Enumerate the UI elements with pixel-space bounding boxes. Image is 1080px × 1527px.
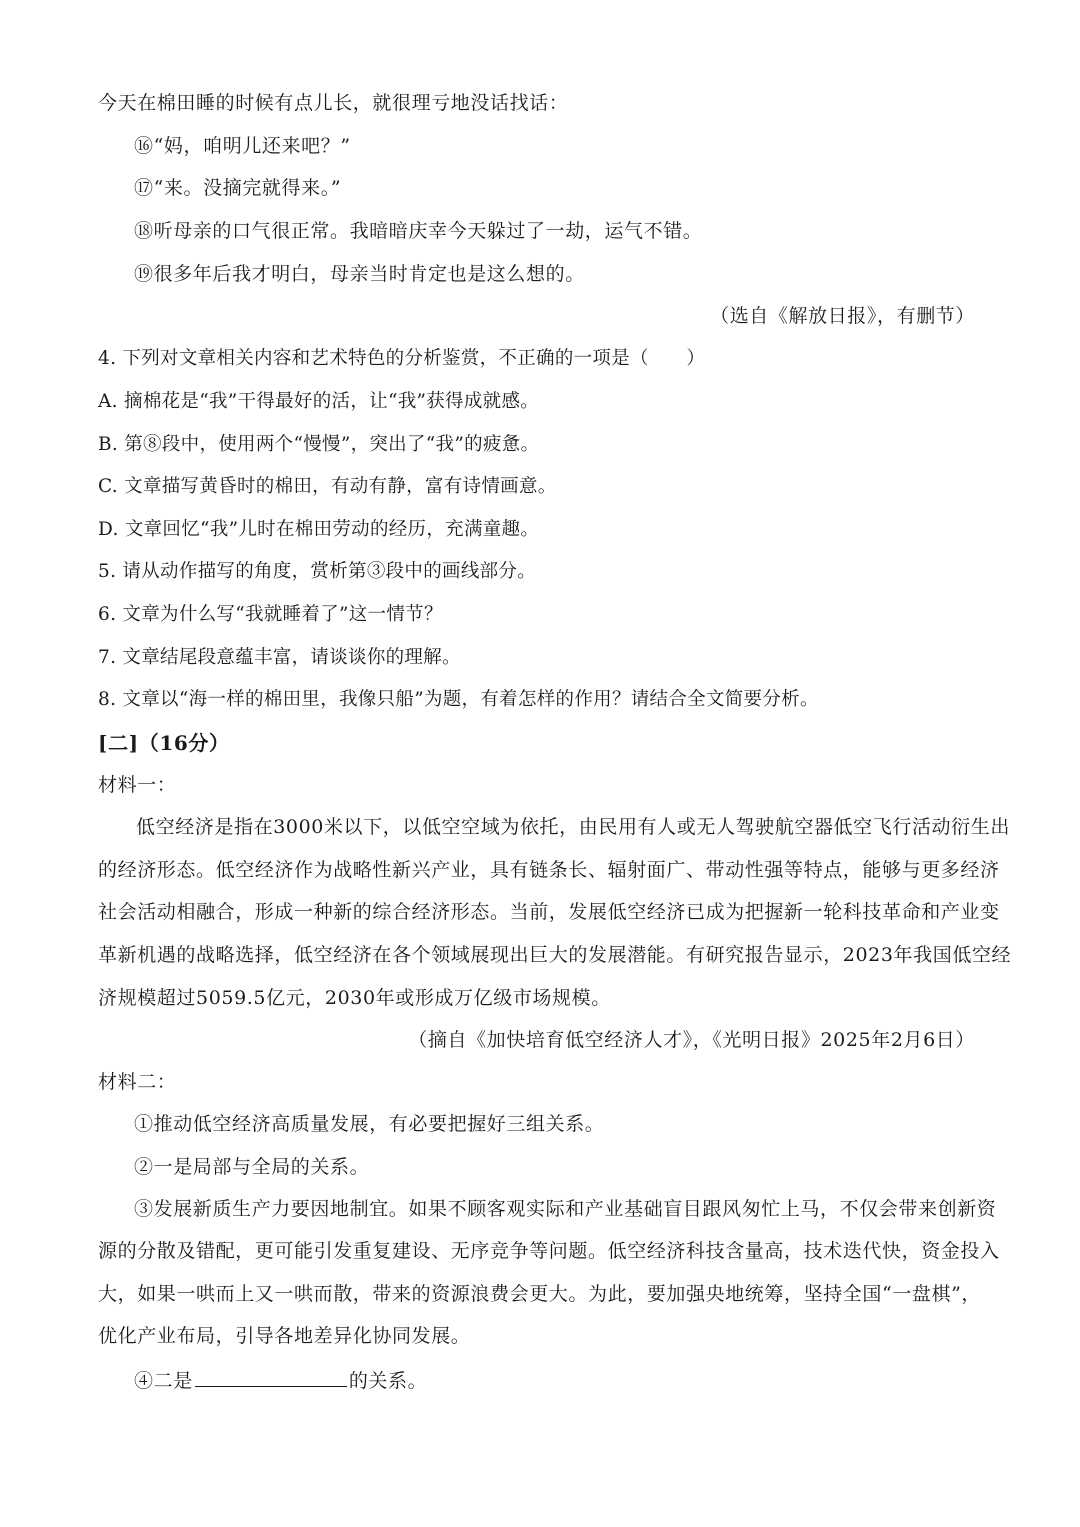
question-6: 6. 文章为什么写“我就睡着了”这一情节？ bbox=[98, 604, 443, 625]
question-5: 5. 请从动作描写的角度，赏析第③段中的画线部分。 bbox=[98, 561, 537, 582]
material-1-label: 材料一： bbox=[98, 774, 177, 796]
material-2-paragraph-3-line: 大，如果一哄而上又一哄而散，带来的资源浪费会更大。为此，要加强央地统筹，坚持全国“一盘棋”， bbox=[98, 1283, 982, 1305]
material-1-line: 低空经济是指在3000米以下，以低空空域为依托，由民用有人或无人驾驶航空器低空飞行活动衍生出 bbox=[136, 816, 1010, 838]
option-b: B. 第⑧段中，使用两个“慢慢”，突出了“我”的疲惫。 bbox=[98, 434, 540, 455]
story-intro: 今天在棉田睡的时候有点儿长，就很理亏地没话找话： bbox=[98, 92, 569, 114]
paragraph-4-prefix: ④二是 bbox=[134, 1370, 193, 1392]
material-1-line: 的经济形态。低空经济作为战略性新兴产业，具有链条长、辐射面广、带动性强等特点，能够与更多经济 bbox=[98, 859, 1000, 881]
material-2-paragraph-4 bbox=[134, 1366, 427, 1394]
material-2-label: 材料二： bbox=[98, 1071, 177, 1093]
story-source: （选自《解放日报》，有删节） bbox=[710, 305, 975, 327]
material-2-paragraph-3-line: 优化产业布局，引导各地差异化协同发展。 bbox=[98, 1325, 471, 1347]
paragraph-18: ⑱听母亲的口气很正常。我暗暗庆幸今天躲过了一劫，运气不错。 bbox=[134, 220, 703, 242]
material-2-paragraph-3-line: ③发展新质生产力要因地制宜。如果不顾客观实际和产业基础盲目跟风匆忙上马，不仅会带来创新资 bbox=[134, 1198, 997, 1220]
question-4: 4. 下列对文章相关内容和艺术特色的分析鉴赏，不正确的一项是（ ） bbox=[98, 348, 706, 369]
fill-in-blank[interactable] bbox=[195, 1366, 347, 1387]
material-2-paragraph-1: ①推动低空经济高质量发展，有必要把握好三组关系。 bbox=[134, 1113, 605, 1135]
question-8: 8. 文章以“海一样的棉田里，我像只船”为题，有着怎样的作用？请结合全文简要分析。 bbox=[98, 689, 819, 710]
material-2-paragraph-2: ②一是局部与全局的关系。 bbox=[134, 1156, 370, 1178]
paragraph-19: ⑲很多年后我才明白，母亲当时肯定也是这么想的。 bbox=[134, 263, 585, 285]
material-1-line: 社会活动相融合，形成一种新的综合经济形态。当前，发展低空经济已成为把握新一轮科技革命和产业变 bbox=[98, 901, 1000, 923]
material-1-line: 济规模超过5059.5亿元，2030年或形成万亿级市场规模。 bbox=[98, 987, 611, 1009]
paragraph-17: ⑰“来。没摘完就得来。” bbox=[134, 177, 342, 199]
option-a: A. 摘棉花是“我”干得最好的活，让“我”获得成就感。 bbox=[98, 391, 540, 412]
paragraph-16: ⑯“妈，咱明儿还来吧？” bbox=[134, 135, 351, 157]
material-1-line: 革新机遇的战略选择，低空经济在各个领域展现出巨大的发展潜能。有研究报告显示，2023年我国低空经 bbox=[98, 944, 1012, 966]
option-c: C. 文章描写黄昏时的棉田，有动有静，富有诗情画意。 bbox=[98, 476, 557, 497]
option-d: D. 文章回忆“我”儿时在棉田劳动的经历，充满童趣。 bbox=[98, 519, 540, 540]
material-1-source: （摘自《加快培育低空经济人才》，《光明日报》2025年2月6日） bbox=[408, 1029, 975, 1051]
question-7: 7. 文章结尾段意蕴丰富，请谈谈你的理解。 bbox=[98, 647, 461, 668]
paragraph-4-suffix: 的关系。 bbox=[348, 1370, 428, 1392]
material-2-paragraph-3-line: 源的分散及错配，更可能引发重复建设、无序竞争等问题。低空经济科技含量高，技术迭代快，资金投入 bbox=[98, 1240, 1000, 1262]
section-heading: [二]（16分） bbox=[98, 731, 230, 755]
